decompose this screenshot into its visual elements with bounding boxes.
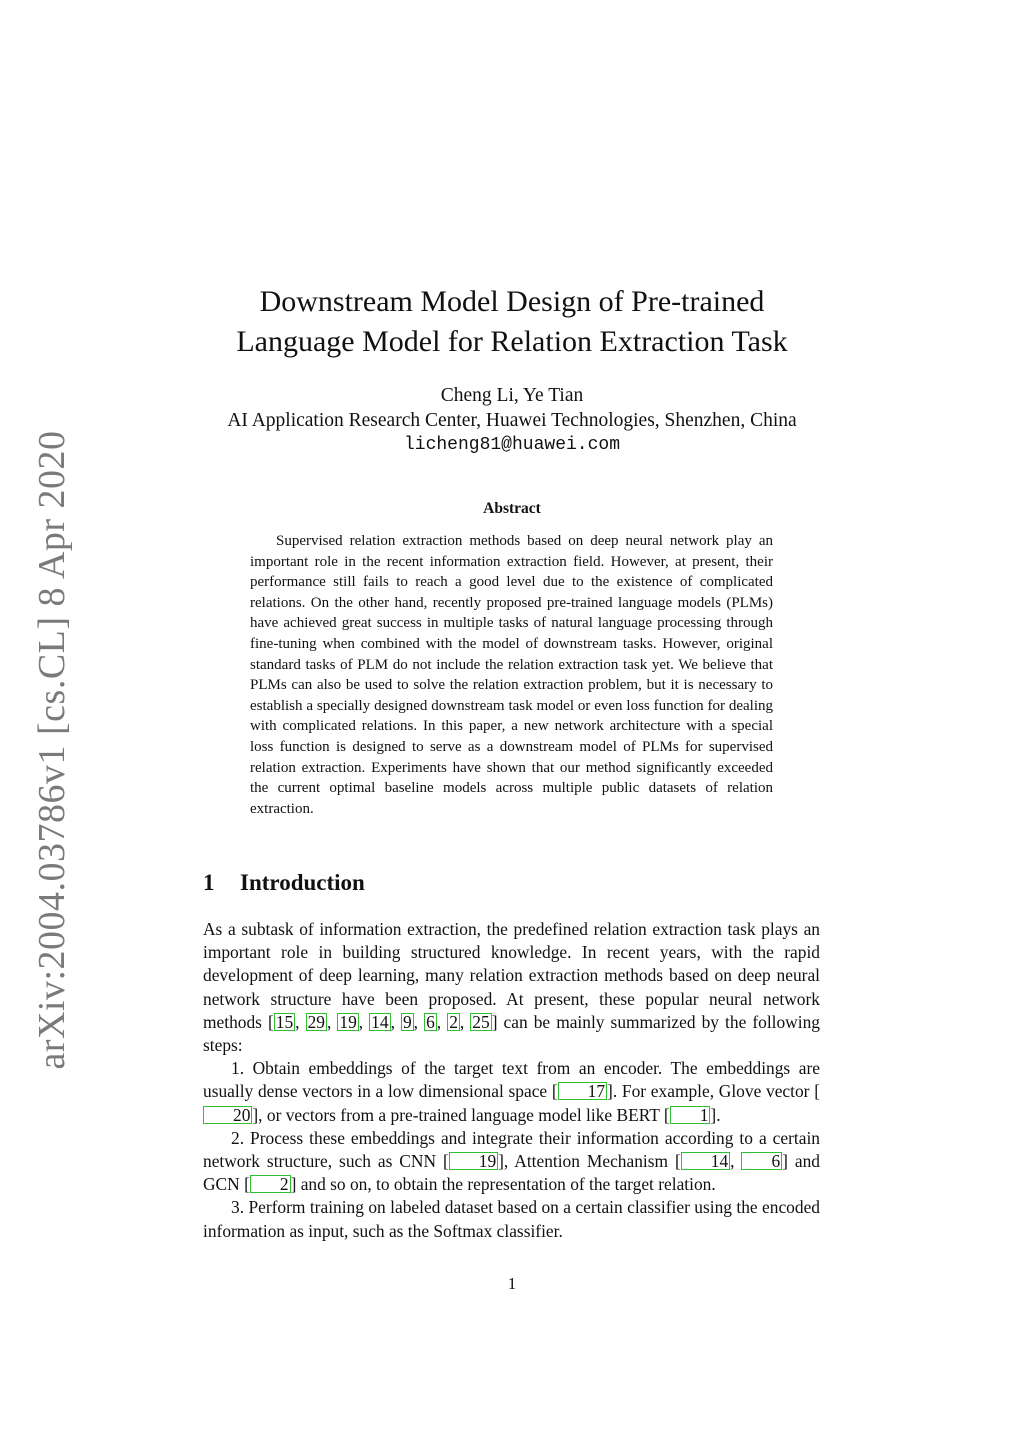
step-text: ]. For example, Glove vector [: [607, 1081, 820, 1102]
citation-link[interactable]: 6: [741, 1152, 782, 1170]
intro-paragraph-text: As a subtask of information extraction, the predefined relation extraction task plays an important role in building structured knowledge. In recent years, with the rapid development of deep learning, many relation extraction methods based on deep neural network structure have been proposed. At present, these popular neural network methods [: [203, 919, 820, 1032]
citation-link[interactable]: 2: [250, 1175, 291, 1193]
author-names: Cheng Li, Ye Tian: [440, 385, 584, 406]
introduction-body: [203, 918, 820, 1243]
intro-paragraph: As a subtask of information extraction, the predefined relation extraction task plays an important role in building structured knowledge. In recent years, with the rapid development of deep learning, many relation extraction methods based on deep neural network structure have been proposed. At present, these popular neural network methods [ 15 , 29 , 19 , 14 , 9 , 6 , 2 , 25 ] can be mainly summarized by the following steps:: [203, 919, 820, 1056]
section-heading-introduction: [203, 870, 365, 896]
step-text: ] and GCN [: [203, 1151, 820, 1195]
step-text: ], or vectors from a pre-trained language model like BERT [: [252, 1104, 670, 1125]
step-text: ,: [730, 1151, 742, 1172]
citation-link[interactable]: 14: [371, 1011, 389, 1032]
citation-link[interactable]: 29: [307, 1011, 325, 1032]
step-text: ], Attention Mechanism [: [498, 1151, 681, 1172]
citation-link[interactable]: 2: [449, 1011, 458, 1032]
author-email: licheng81@huawei.com: [403, 435, 621, 455]
citation-link[interactable]: 6: [426, 1011, 435, 1032]
arxiv-identifier-text: arXiv:2004.03786v1 [cs.CL] 8 Apr 2020: [31, 430, 73, 1070]
intro-paragraph-text: ] can be mainly summarized by the following steps:: [203, 1011, 820, 1056]
citation-link[interactable]: 15: [275, 1011, 294, 1032]
author-affiliation: AI Application Research Center, Huawei Technologies, Shenzhen, China: [227, 410, 797, 431]
citation-link[interactable]: 17: [558, 1082, 607, 1100]
paper-title: [0, 282, 1024, 362]
step-text: 1. Obtain embeddings of the target text from an encoder. The embeddings are usually dense vectors in a low dimensional space [: [203, 1058, 820, 1102]
title-line-1: Downstream Model Design of Pre-trained: [259, 285, 765, 318]
step-text: ].: [710, 1104, 721, 1125]
page-number: 1: [507, 1274, 517, 1293]
citation-link[interactable]: 19: [339, 1011, 357, 1032]
citation-link[interactable]: 19: [449, 1152, 498, 1170]
step-text: ] and so on, to obtain the representation of the target relation.: [290, 1174, 716, 1195]
step-1: [203, 1057, 820, 1127]
abstract-text: Supervised relation extraction methods based on deep neural network play an important role in the recent information extraction field. However, at present, their performance still fails to reach a good level due to the existence of complicated relations. On the other hand, recently proposed pre-trained language models (PLMs) have achieved great success in multiple tasks of natural language processing through fine-tuning when combined with the model of downstream tasks. However, original standard tasks of PLM do not include the relation extraction task yet. We believe that PLMs can also be used to solve the relation extraction problem, but it is necessary to establish a specially designed downstream task model or even loss function for dealing with complicated relations. In this paper, a new network architecture with a special loss function is designed to serve as a downstream model of PLMs for supervised relation extraction. Experiments have shown that our method significantly exceeded the current optimal baseline models across multiple public datasets of relation extraction.: [250, 533, 773, 817]
citation-link[interactable]: 9: [402, 1011, 412, 1032]
section-number: 1: [203, 870, 215, 895]
citation-link[interactable]: 14: [681, 1152, 730, 1170]
section-title: Introduction: [240, 870, 365, 895]
citation-link[interactable]: 25: [472, 1011, 490, 1032]
citation-link[interactable]: 1: [670, 1106, 711, 1124]
step-3: 3. Perform training on labeled dataset based on a certain classifier using the encoded information as input, such as the Softmax classifier.: [203, 1197, 820, 1241]
title-line-2: Language Model for Relation Extraction Task: [236, 325, 788, 358]
step-text: 2. Process these embeddings and integrate their information according to a certain network structure, such as CNN [: [203, 1127, 820, 1172]
citation-link[interactable]: 20: [203, 1106, 252, 1124]
step-2: [203, 1127, 820, 1197]
author-block: [0, 383, 1024, 458]
abstract-heading: Abstract: [483, 500, 541, 517]
